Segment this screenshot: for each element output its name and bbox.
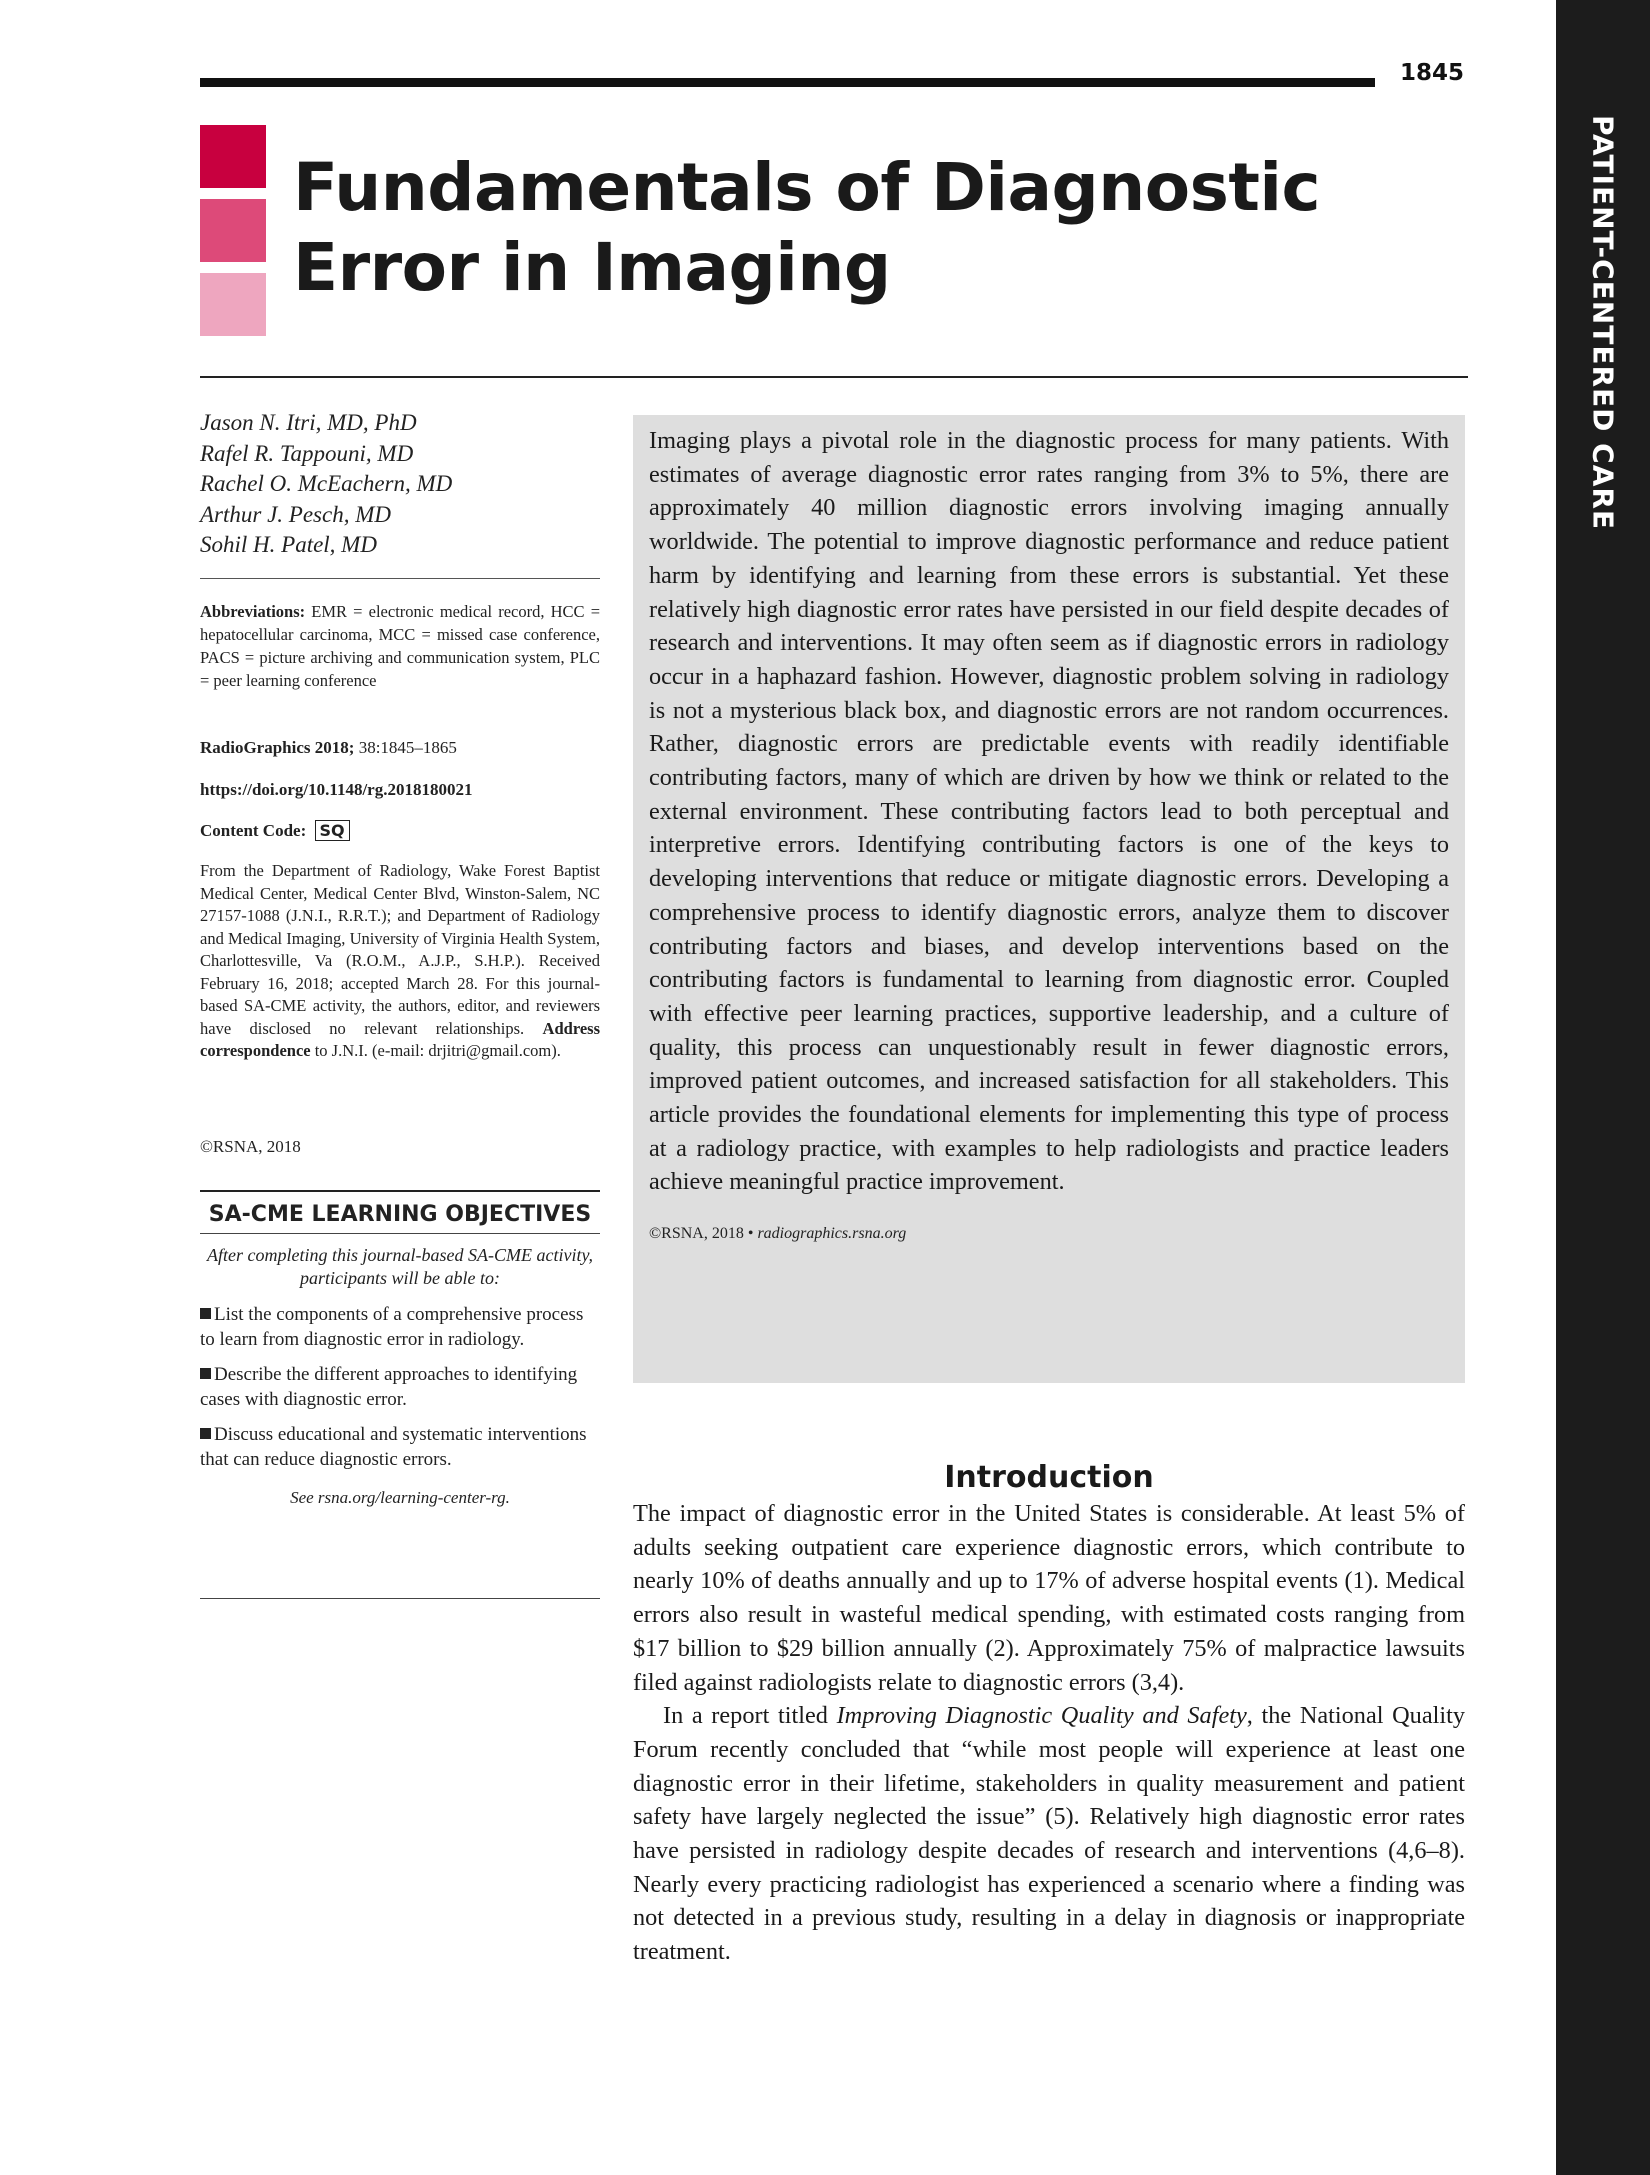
abstract-text: Imaging plays a pivotal role in the diagnostic process for many patients. With estimates of average diagnostic error rates ranging from 3% to 5%, there are approximately 40 million diagnostic errors involving imaging annually worldwide. The potential to improve diagnostic performance and reduce patient harm by identifying and learning from these errors is substantial. Yet these relatively high diagnostic error rates have persisted in our field despite decades of research and interventions. It may often seem as if diagnostic errors in radiology occur in a haphazard fashion. However, diagnostic problem solving in radiology is not a mysterious black box, and diagnostic errors are not random occurrences. Rather, diagnostic errors are predictable events with readily identifiable contributing factors, many of which are driven by how we think or related to the external environment. These contributing factors lead to both perceptual and interpretive errors. Identifying contributing factors is one of the keys to developing interventions that reduce or mitigate diagnostic errors. Developing a comprehensive process to identify diagnostic errors, analyze them to discover contributing factors and biases, and develop interventions based on the contributing factors is fundamental to learning from diagnostic error. Coupled with effective peer learning practices, supportive leadership, and a culture of quality, this process can unquestionably result in fewer diagnostic errors, improved patient outcomes, and increased satisfaction for all stakeholders. This article provides the foundational elements for implementing this type of process at a radiology practice, with examples to help radiologists and practice leaders achieve meaningful practice improvement. xyxy=(649,427,1449,1196)
objectives-intro: After completing this journal-based SA-CME activity, participants will be able to: xyxy=(207,1245,593,1288)
article-title: Fundamentals of Diagnostic Error in Imaging xyxy=(293,149,1321,306)
abbreviations-text: EMR = electronic medical record, HCC = hepatocellular carcinoma, MCC = missed case conference, PACS = picture archiving and communication system, PLC = peer learning conference xyxy=(200,602,600,690)
content-code xyxy=(200,820,350,841)
correspondence-text: to J.N.I. (e-mail: drjitri@gmail.com). xyxy=(314,1041,561,1060)
copyright: ©RSNA, 2018 xyxy=(200,1137,301,1156)
author: Arthur J. Pesch, MD xyxy=(200,501,391,527)
abstract-copyright: ©RSNA, 2018 • xyxy=(649,1225,754,1243)
citation-volume: 38:1845–1865 xyxy=(358,738,457,757)
abstract xyxy=(633,415,1465,1383)
authors-rule xyxy=(200,578,600,579)
journal-url[interactable]: radiographics.rsna.org xyxy=(757,1225,907,1243)
objective-text: Describe the different approaches to identifying cases with diagnostic error. xyxy=(200,1364,578,1410)
abstract-footer xyxy=(649,1225,1449,1243)
square-bullet-icon xyxy=(200,1308,211,1319)
header-rule xyxy=(200,78,1375,87)
citation-journal: RadioGraphics 2018; xyxy=(200,738,355,757)
abbreviations xyxy=(200,600,600,692)
content-code-label: Content Code: xyxy=(200,821,307,840)
citation xyxy=(200,738,620,758)
learning-objectives xyxy=(200,1190,600,1508)
affiliation xyxy=(200,860,600,1063)
content-code-badge: SQ xyxy=(315,820,350,841)
objective-item xyxy=(200,1302,600,1352)
title-rule xyxy=(200,376,1468,378)
paragraph-lead: In a report titled xyxy=(663,1702,828,1730)
author: Rafel R. Tappouni, MD xyxy=(200,440,414,466)
introduction-heading: Introduction xyxy=(944,1460,1154,1495)
objectives-list xyxy=(200,1302,600,1472)
square-bullet-icon xyxy=(200,1368,211,1379)
author: Sohil H. Patel, MD xyxy=(200,532,377,557)
introduction-paragraph: The impact of diagnostic error in the United States is considerable. At least 5% of adults seeking outpatient care experience diagnostic errors, which contribute to nearly 10% of deaths annually and up to 17% of adverse hospital events (1). Medical errors also result in wasteful medical spending, with estimated costs ranging from $17 billion to $29 billion annually (2). Approximately 75% of malpractice lawsuits filed against radiologists relate to diagnostic errors (3,4). xyxy=(633,1500,1465,1696)
author: Rachel O. McEachern, MD xyxy=(200,471,453,496)
objectives-bottom-rule xyxy=(200,1598,600,1599)
title-accent-square-light xyxy=(200,273,266,336)
doi-link[interactable]: https://doi.org/10.1148/rg.2018180021 xyxy=(200,780,473,799)
page-number: 1845 xyxy=(1400,60,1465,86)
objective-text: Discuss educational and systematic interventions that can reduce diagnostic errors. xyxy=(200,1424,587,1470)
author-list xyxy=(200,408,600,561)
objectives-heading: SA-CME LEARNING OBJECTIVES xyxy=(200,1192,600,1234)
learning-center-link[interactable]: See rsna.org/learning-center-rg. xyxy=(290,1488,510,1507)
objective-item xyxy=(200,1362,600,1412)
title-accent-square-mid xyxy=(200,199,266,262)
abbreviations-label: Abbreviations: xyxy=(200,602,306,621)
objective-item xyxy=(200,1422,600,1472)
objective-text: List the components of a comprehensive process to learn from diagnostic error in radiology. xyxy=(200,1304,584,1350)
author: Jason N. Itri, MD, PhD xyxy=(200,410,417,435)
introduction-paragraph xyxy=(633,1699,1465,1969)
section-tab-label: PATIENT-CENTERED CARE xyxy=(1586,114,1620,530)
square-bullet-icon xyxy=(200,1428,211,1439)
paragraph-rest: , the National Quality Forum recently concluded that “while most people will experience at least one diagnostic error in their lifetime, stakeholders in quality measurement and patient safety have largely neglected the issue” (5). Relatively high diagnostic error rates have persisted in radiology despite decades of research and interventions (4,6–8). Nearly every practicing radiologist has experienced a scenario where a finding was not detected in a previous study, resulting in a delay in diagnosis or inappropriate treatment. xyxy=(633,1702,1466,1966)
affiliation-text: From the Department of Radiology, Wake Forest Baptist Medical Center, Medical Center Blvd, Winston-Salem, NC 27157-1088 (J.N.I., R.R.T.); and Department of Radiology and Medical Imaging, University of Virginia Health System, Charlottesville, Va (R.O.M., A.J.P., S.H.P.). Received February 16, 2018; accepted March 28. For this journal-based SA-CME activity, the authors, editor, and reviewers have disclosed no relevant relationships. xyxy=(200,861,600,1038)
introduction-body xyxy=(633,1497,1465,1969)
report-title: Improving Diagnostic Quality and Safety xyxy=(836,1702,1247,1730)
title-accent-square-dark xyxy=(200,125,266,188)
correspondence-label: Address correspondence xyxy=(200,1018,601,1060)
